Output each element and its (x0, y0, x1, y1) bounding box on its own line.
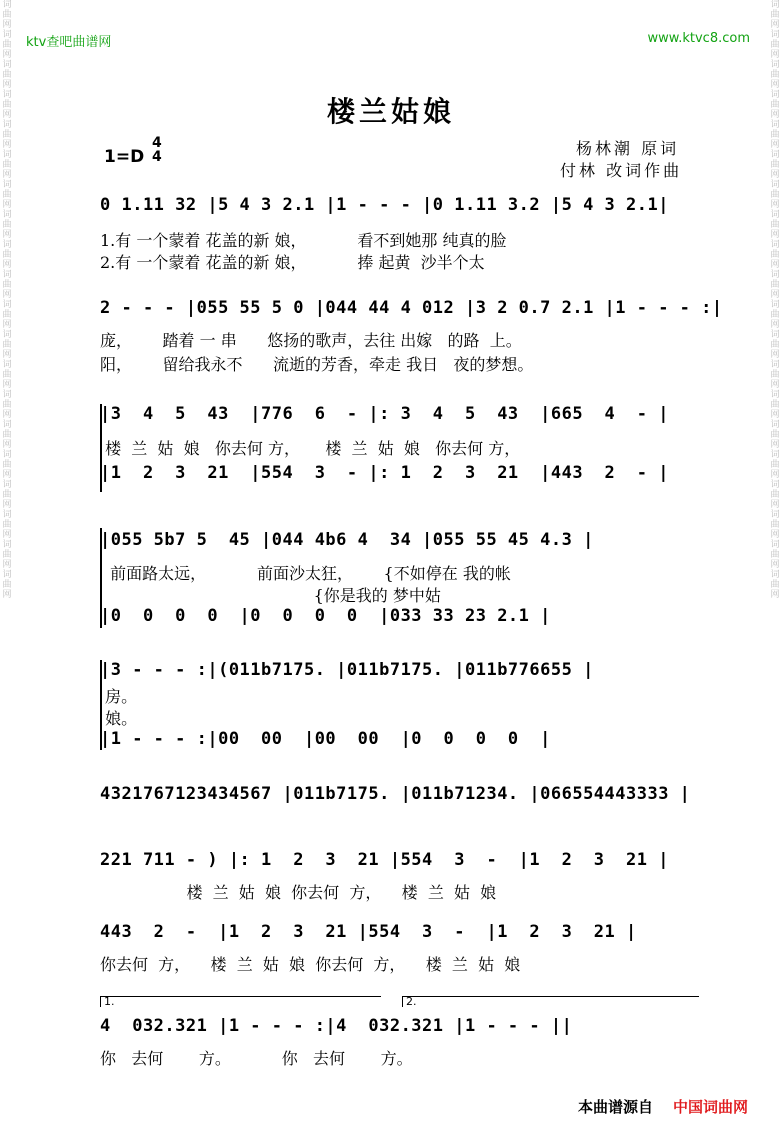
watermark-left: 词曲网词曲网词曲网词曲网词曲网词曲网词曲网词曲网词曲网词曲网词曲网词曲网词曲网词曲网词曲网词曲网词曲网词曲网词曲网词曲网 (2, 0, 12, 600)
notation-line-7: 221 711 - ) |: 1 2 3 21 |554 3 - |1 2 3 21 | (100, 850, 669, 870)
notation-line-5-lower: |1 - - - :|00 00 |00 00 |0 0 0 0 | (100, 729, 551, 749)
volta-2-label: 2. (406, 995, 417, 1008)
composer-credit: 付林 改词作曲 (560, 161, 683, 180)
notation-line-5-upper: |3 - - - :|(011b7175. |011b7175. |011b776655 | (100, 660, 594, 680)
notation-line-8: 443 2 - |1 2 3 21 |554 3 - |1 2 3 21 | (100, 922, 637, 942)
volta-1 (100, 996, 381, 1007)
site-url-right[interactable]: www.ktvc8.com (647, 31, 750, 46)
lyrics-line-2a: 庞， 踏着 一 串 悠扬的歌声，去往 出嫁 的路 上。 (100, 331, 522, 350)
lyrics-line-2b: 阳， 留给我永不 流逝的芳香，牵走 我日 夜的梦想。 (100, 355, 534, 374)
notation-line-2: 2 - - - |055 55 5 0 |044 44 4 012 |3 2 0.7 2.1 |1 - - - :| (100, 298, 723, 318)
time-top: 4 (152, 135, 162, 151)
site-name-left[interactable]: ktv查吧曲谱网 (26, 35, 112, 50)
lyrics-line-8: 你去何 方， 楼 兰 姑 娘 你去何 方， 楼 兰 姑 娘 (100, 955, 521, 974)
notation-line-4-lower: |0 0 0 0 |0 0 0 0 |033 33 23 2.1 | (100, 606, 551, 626)
notation-line-1: 0 1.11 32 |5 4 3 2.1 |1 - - - |0 1.11 3.2 |5 4 3 2.1| (100, 195, 669, 215)
lyrics-line-4a: 前面路太远， 前面沙太狂， {不如停在 我的帐 (100, 564, 511, 583)
source-label: 本曲谱源自 (577, 1098, 653, 1116)
lyricist-credit: 杨林潮 原词 (576, 139, 680, 158)
song-title: 楼兰姑娘 (326, 95, 455, 128)
lyrics-line-1a: 1.有 一个蒙着 花盖的新 娘， 看不到她那 纯真的脸 (100, 231, 507, 250)
time-signature (152, 136, 162, 164)
volta-1-label: 1. (104, 995, 115, 1008)
source-site-link[interactable]: 中国词曲网 (672, 1098, 748, 1116)
notation-line-6: 4321767123434567 |011b7175. |011b71234. |066554443333 | (100, 784, 691, 804)
source-footer (578, 1096, 748, 1117)
notation-line-3-lower: |1 2 3 21 |554 3 - |: 1 2 3 21 |443 2 - | (100, 463, 669, 483)
lyrics-line-5b: 娘。 (100, 709, 138, 728)
lyrics-line-5a: 房。 (100, 687, 138, 706)
notation-line-9: 4 032.321 |1 - - - :|4 032.321 |1 - - - || (100, 1016, 573, 1036)
lyrics-line-4b: {你是我的 梦中姑 (100, 586, 441, 605)
key-signature: 1=D (104, 147, 145, 167)
notation-line-4-upper: |055 5b7 5 45 |044 4b6 4 34 |055 55 45 4.3 | (100, 530, 594, 550)
lyrics-line-9: 你 去何 方。 你 去何 方。 (100, 1049, 413, 1068)
watermark-right: 词曲网词曲网词曲网词曲网词曲网词曲网词曲网词曲网词曲网词曲网词曲网词曲网词曲网词曲网词曲网词曲网词曲网词曲网词曲网词曲网 (770, 0, 780, 600)
notation-line-3-upper: |3 4 5 43 |776 6 - |: 3 4 5 43 |665 4 - | (100, 404, 669, 424)
lyrics-line-1b: 2.有 一个蒙着 花盖的新 娘， 捧 起黄 沙半个太 (100, 253, 485, 272)
lyrics-line-3: 楼 兰 姑 娘 你去何 方， 楼 兰 姑 娘 你去何 方， (100, 439, 521, 458)
volta-2 (402, 996, 699, 1007)
lyrics-line-7: 楼 兰 姑 娘 你去何 方， 楼 兰 姑 娘 (100, 883, 497, 902)
time-bottom: 4 (152, 149, 162, 165)
